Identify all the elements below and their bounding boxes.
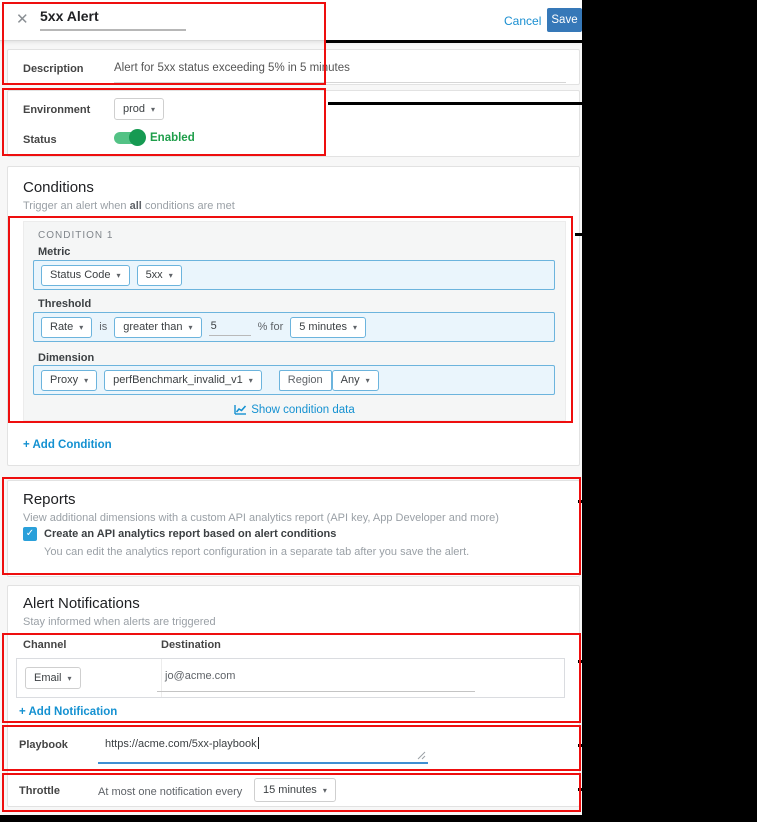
environment-value: prod [123,103,146,115]
description-value: Alert for 5xx status exceeding 5% in 5 minutes [114,62,350,74]
create-report-checkbox[interactable] [23,527,37,541]
chevron-down-icon: ▾ [188,322,193,332]
text-cursor [258,737,259,749]
threshold-aggregate-select[interactable]: Rate ▾ [41,317,92,338]
threshold-row [33,312,555,342]
close-icon[interactable]: ✕ [16,11,29,28]
callout-line-throttle [578,788,757,791]
dimension-label: Dimension [38,352,95,364]
dimension-type-select[interactable]: Proxy ▾ [41,370,97,391]
callout-line-title [326,40,757,43]
add-condition-button[interactable]: + Add Condition [23,439,112,451]
conditions-subtitle: Trigger an alert when all conditions are met [23,200,235,212]
callout-line-playbook [578,744,757,747]
channel-header: Channel [23,639,67,651]
chevron-down-icon: ▾ [168,270,173,280]
status-value: Enabled [150,132,195,144]
destination-input[interactable]: jo@acme.com [165,670,236,682]
masked-region-bottom [0,815,757,822]
callout-line-environment [328,102,757,105]
notification-row [16,658,565,698]
dimension-value-select[interactable]: perfBenchmark_invalid_v1 ▾ [104,370,262,391]
reports-subtitle: View additional dimensions with a custom API analytics report (API key, App Developer and more) [23,512,499,524]
save-button[interactable]: Save [547,8,582,32]
throttle-select[interactable]: 15 minutes ▾ [254,778,336,802]
report-note: You can edit the analytics report configuration in a separate tab after you save the alert. [44,546,470,558]
add-notification-button[interactable]: + Add Notification [19,706,118,718]
throttle-label: Throttle [19,785,60,797]
notifications-title: Alert Notifications [23,595,140,612]
notifications-subtitle: Stay informed when alerts are triggered [23,616,216,628]
chevron-down-icon: ▾ [116,270,121,280]
chevron-down-icon: ▾ [248,375,253,385]
chevron-down-icon: ▾ [352,322,357,332]
chevron-down-icon: ▾ [67,673,72,683]
destination-underline [157,691,475,692]
metric-type-select[interactable]: Status Code ▾ [41,265,130,286]
environment-label: Environment [23,104,91,116]
channel-cell [17,659,162,697]
threshold-unit-text: % for [257,321,284,333]
threshold-label: Threshold [38,298,92,310]
check-icon: ✓ [25,528,35,539]
dimension-row [33,365,555,395]
chevron-down-icon: ▾ [79,322,84,332]
alert-name-input[interactable] [40,8,186,31]
environment-select[interactable] [114,98,164,120]
threshold-is-text: is [99,321,108,333]
region-label-box: Region [279,370,332,391]
toggle-knob [129,129,146,146]
metric-label: Metric [38,246,71,258]
reports-card [7,480,580,577]
playbook-label: Playbook [19,739,68,751]
threshold-duration-select[interactable]: 5 minutes ▾ [290,317,366,338]
chart-icon [234,404,247,415]
callout-line-reports [578,500,757,503]
status-toggle[interactable] [114,132,144,144]
create-report-label: Create an API analytics report based on alert conditions [44,528,337,540]
destination-header: Destination [161,639,221,651]
region-value-select[interactable]: Any ▾ [332,370,379,391]
resize-handle-icon[interactable] [416,750,426,760]
condition-1-label: CONDITION 1 [38,230,114,241]
callout-line-notifications [578,660,757,663]
metric-row [33,260,555,290]
notifications-card [7,585,580,807]
description-input[interactable] [114,58,566,83]
description-label: Description [23,63,84,75]
callout-line-condition [575,233,757,236]
show-condition-data-link[interactable]: Show condition data [24,404,565,416]
conditions-title: Conditions [23,179,94,196]
masked-region-right [582,0,757,822]
condition-1-box [23,221,566,421]
chevron-down-icon: ▾ [151,104,156,114]
description-card [7,49,580,85]
chevron-down-icon: ▾ [365,375,370,385]
chevron-down-icon: ▾ [322,785,327,795]
playbook-textarea[interactable] [98,732,428,764]
alert-name-value: 5xx Alert [40,8,99,24]
reports-title: Reports [23,491,76,508]
conditions-card [7,166,580,466]
chevron-down-icon: ▾ [84,375,89,385]
environment-card [7,90,580,157]
metric-value-select[interactable]: 5xx ▾ [137,265,182,286]
threshold-comparator-select[interactable]: greater than ▾ [114,317,201,338]
status-label: Status [23,134,57,146]
playbook-value: https://acme.com/5xx-playbook [105,738,257,750]
threshold-value-input[interactable]: 5 [209,318,251,336]
top-bar [0,0,582,41]
throttle-text: At most one notification every [98,786,243,798]
cancel-button[interactable]: Cancel [504,14,542,28]
channel-select[interactable]: Email ▾ [25,667,81,689]
